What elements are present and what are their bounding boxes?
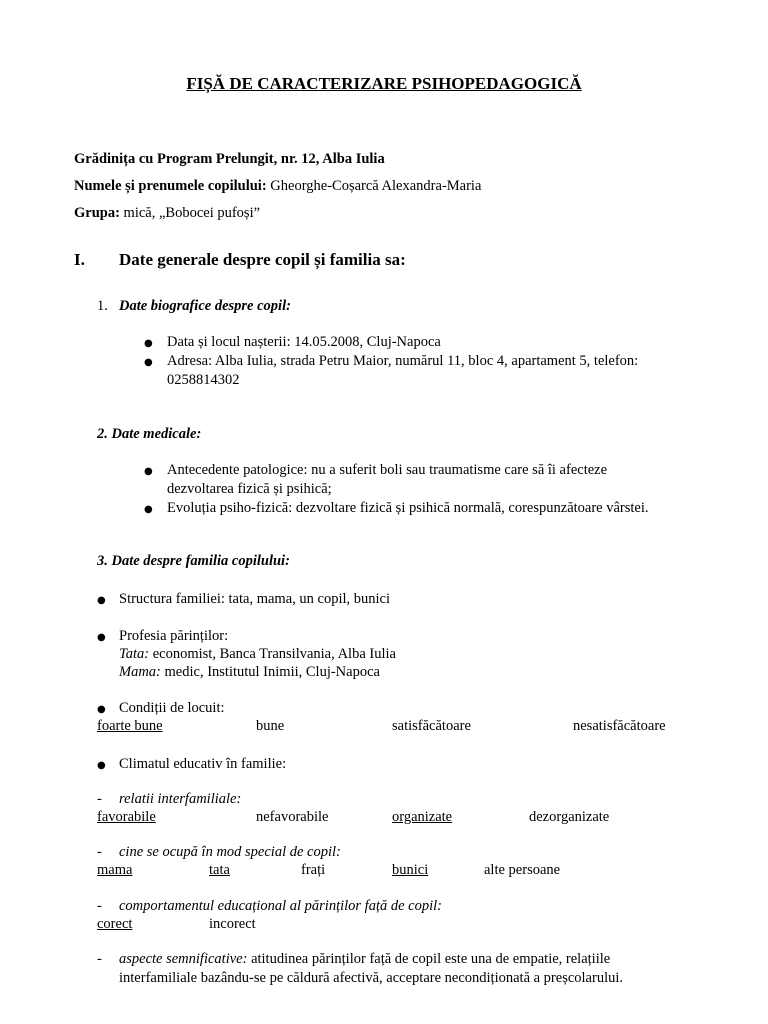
medical-evolution: Evoluția psiho-fizică: dezvoltare fizică și psihică normală, corespunzătoare vârstei. [167,500,649,516]
page-title: FIȘĂ DE CARACTERIZARE PSIHOPEDAGOGICĂ [186,74,582,93]
bio-title: Date biografice despre copil: [119,298,291,314]
living-label: Condiții de locuit: [119,700,225,716]
relations-option: nefavorabile [256,809,329,825]
dash: - [97,951,102,967]
father-value: economist, Banca Transilvania, Alba Iulia [149,646,396,662]
bullet-icon: ● [97,595,106,606]
caretaker-option: frați [301,862,326,878]
father-label: Tata: [119,646,150,662]
behavior-option: incorect [209,916,256,932]
section-number: I. [74,250,85,269]
dash: - [97,791,102,807]
section-title: Date generale despre copil și familia sa: [119,250,406,269]
bio-phone: 0258814302 [167,372,240,388]
group-value: mică, „Bobocei pufoși” [123,205,261,221]
profession-label: Profesia părinților: [119,628,229,644]
medical-history-cont: dezvoltarea fizică și psihică; [167,481,332,497]
caretaker-option-selected: tata [209,862,230,878]
bio-address: Adresa: Alba Iulia, strada Petru Maior, numărul 11, bloc 4, apartament 5, telefon: [167,353,639,369]
kindergarten-name: Grădinița cu Program Prelungit, nr. 12, Alba Iulia [74,151,385,167]
mother-line [119,664,380,681]
group-label: Grupa: [74,205,120,221]
bullet-icon: ● [144,504,153,515]
living-option-selected: foarte bune [97,718,163,734]
living-option: satisfăcătoare [392,718,471,734]
caretaker-label: cine se ocupă în mod special de copil: [119,844,341,860]
bullet-icon: ● [97,704,106,715]
family-structure: Structura familiei: tata, mama, un copil, bunici [119,591,390,607]
family-title: 3. Date despre familia copilului: [97,553,290,569]
child-name-label: Numele și prenumele copilului: [74,178,267,194]
child-name-value: Gheorghe-Coșarcă Alexandra-Maria [270,178,482,194]
relations-option-selected: favorabile [97,809,156,825]
dash: - [97,844,102,860]
living-option: nesatisfăcătoare [573,718,666,734]
dash: - [97,898,102,914]
bullet-icon: ● [97,760,106,771]
mother-value: medic, Institutul Inimii, Cluj-Napoca [160,664,380,680]
climate-label: Climatul educativ în familie: [119,756,287,772]
caretaker-option-selected: mama [97,862,133,878]
father-line [119,646,396,663]
bullet-icon: ● [97,632,106,643]
living-option: bune [256,718,285,734]
aspects-text: atitudinea părinților față de copil este una de empatie, relațiile [247,951,611,967]
bullet-icon: ● [144,466,153,477]
behavior-label: comportamentul educațional al părinților față de copil: [119,898,442,914]
medical-history: Antecedente patologice: nu a suferit boli sau traumatisme care să îi afecteze [167,462,608,478]
bio-birth: Data și locul nașterii: 14.05.2008, Cluj-Napoca [167,334,441,350]
medical-title: 2. Date medicale: [97,426,202,442]
behavior-option-selected: corect [97,916,133,932]
aspects-label: aspecte semnificative: [119,951,248,967]
caretaker-option-selected: bunici [392,862,429,878]
bio-number: 1. [97,298,108,314]
bullet-icon: ● [144,357,153,368]
child-name-line [74,178,481,195]
relations-option-selected: organizate [392,809,453,825]
relations-label: relatii interfamiliale: [119,791,242,807]
aspects-line [119,951,610,968]
group-line [74,205,260,222]
mother-label: Mama: [119,664,161,680]
bullet-icon: ● [144,338,153,349]
caretaker-option: alte persoane [484,862,561,878]
aspects-text-cont: interfamiliale bazându-se pe căldură afectivă, acceptare necondiționată a preșcolarului. [119,970,624,986]
relations-option: dezorganizate [529,809,610,825]
